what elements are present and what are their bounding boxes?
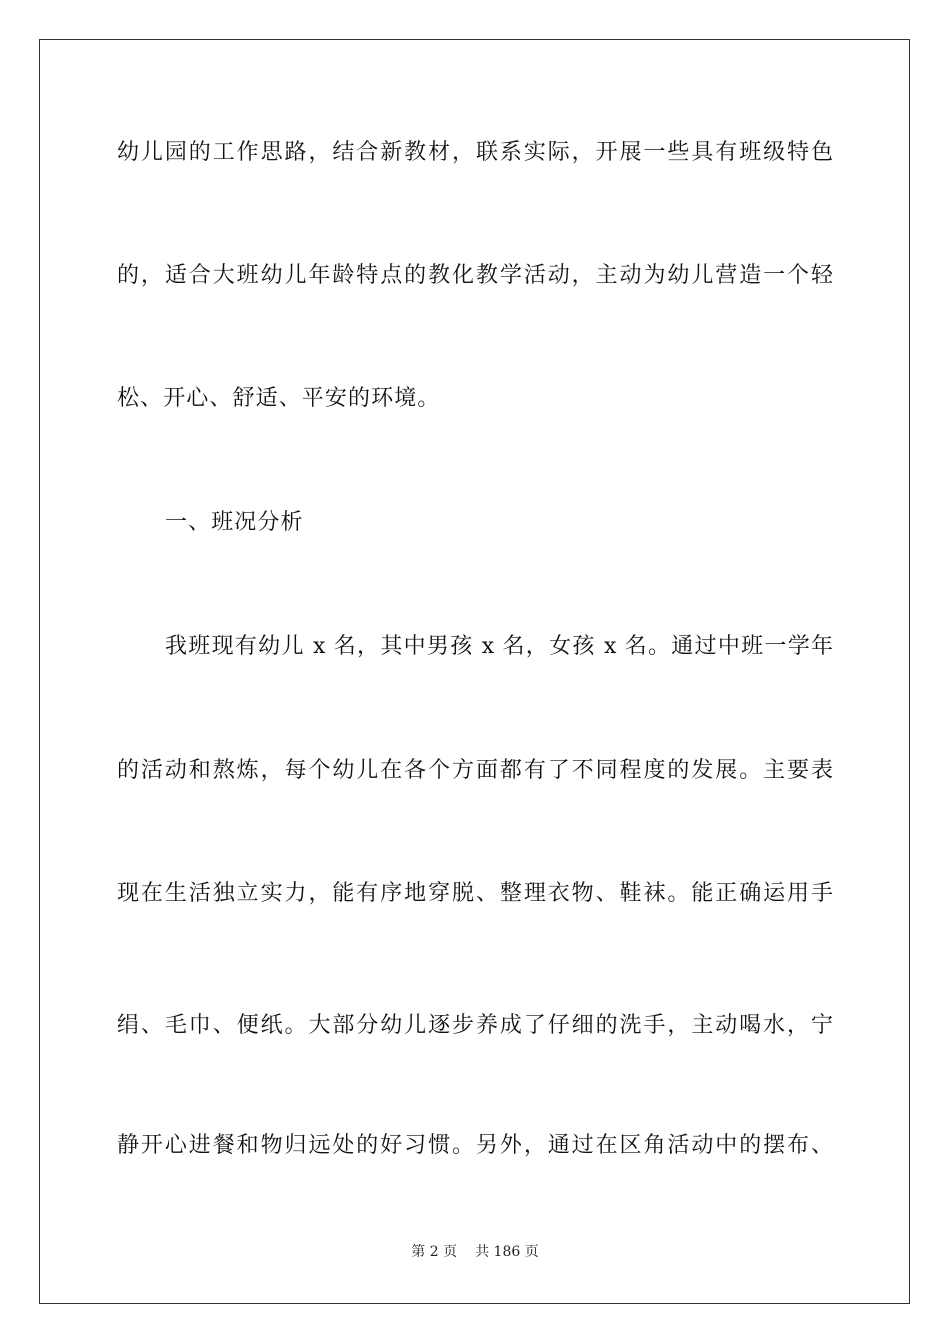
body-line-6: 的活动和熬炼，每个幼儿在各个方面都有了不同程度的发展。主要表 [117, 758, 833, 783]
page-border [39, 39, 910, 1304]
page-number: 第 2 页 [411, 1244, 458, 1260]
body-line-1: 幼儿园的工作思路，结合新教材，联系实际，开展一些具有班级特色 [117, 140, 833, 165]
body-line-9: 静开心进餐和物归远处的好习惯。另外，通过在区角活动中的摆布、 [117, 1133, 833, 1158]
section-heading: 一、班况分析 [165, 510, 304, 535]
body-line-7: 现在生活独立实力，能有序地穿脱、整理衣物、鞋袜。能正确运用手 [117, 881, 833, 906]
body-line-2: 的，适合大班幼儿年龄特点的教化教学活动，主动为幼儿营造一个轻 [117, 263, 833, 288]
body-line-3: 松、开心、舒适、平安的环境。 [117, 386, 441, 411]
page-footer [0, 1242, 950, 1262]
body-line-8: 绢、毛巾、便纸。大部分幼儿逐步养成了仔细的洗手，主动喝水，宁 [117, 1013, 833, 1038]
page-total: 共 186 页 [475, 1244, 539, 1260]
body-line-5: 我班现有幼儿 x 名，其中男孩 x 名，女孩 x 名。通过中班一学年 [165, 634, 833, 659]
